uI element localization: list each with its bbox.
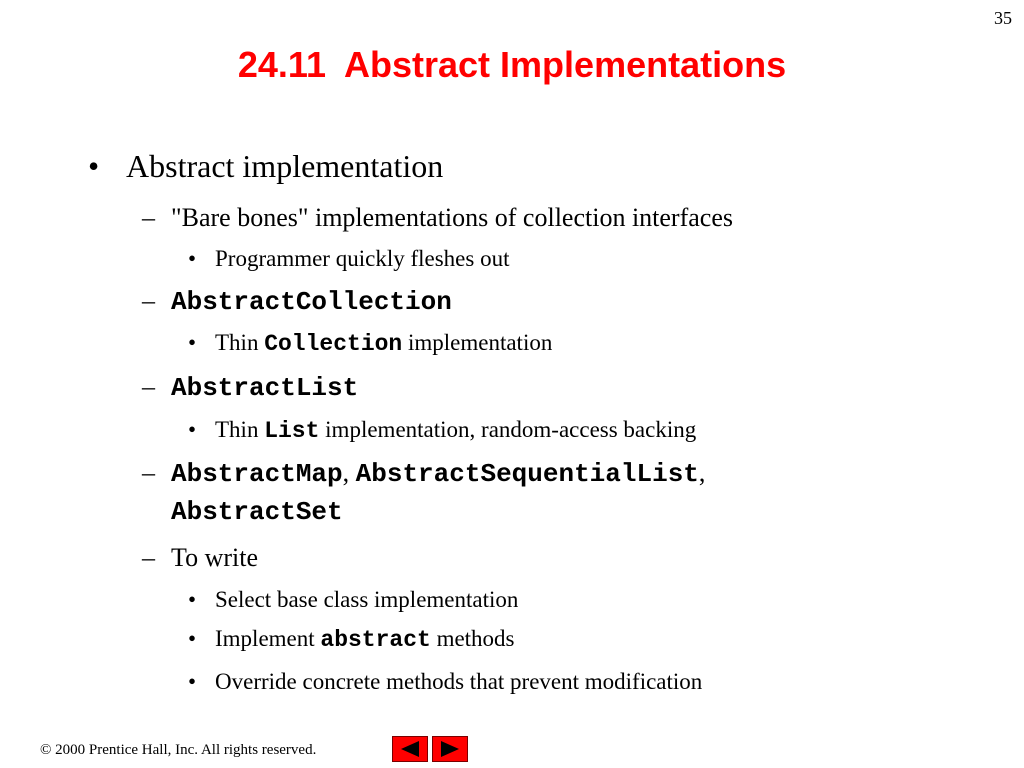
previous-slide-button[interactable] <box>392 736 428 762</box>
bullet-text-pre: Thin <box>215 330 259 355</box>
dash-marker: – <box>142 286 155 315</box>
sub-bullet-abstract-map-line1 <box>142 458 705 489</box>
bullet-text-post: implementation <box>407 330 553 355</box>
bullet-abstract-implementation <box>88 148 443 185</box>
bullet-marker: • <box>188 626 197 651</box>
bullet-marker: • <box>188 330 197 355</box>
sub-bullet-abstract-list <box>142 372 358 403</box>
bullet-text-pre: Implement <box>215 626 315 651</box>
bullet-text-post: methods <box>436 626 515 651</box>
code-abstract-sequential-list: AbstractSequentialList <box>355 459 699 489</box>
slide-number: 35 <box>994 8 1012 28</box>
bullet-text-pre: Thin <box>215 417 259 442</box>
sub-sub-bullet-programmer <box>188 246 509 272</box>
bullet-marker: • <box>88 148 100 184</box>
right-arrow-icon <box>439 740 461 758</box>
separator: , <box>342 458 350 487</box>
dash-marker: – <box>142 458 155 487</box>
slide-navigation <box>392 736 468 762</box>
sub-sub-bullet-implement-abstract <box>188 626 515 653</box>
left-arrow-icon <box>399 740 421 758</box>
code-abstract: abstract <box>320 627 431 653</box>
sub-bullet-to-write <box>142 543 258 573</box>
bullet-marker: • <box>188 669 197 694</box>
title-text: Abstract Implementations <box>344 44 787 85</box>
sub-bullet-abstract-collection <box>142 286 452 317</box>
code-list: List <box>264 418 320 444</box>
copyright-symbol: © <box>40 742 52 758</box>
bullet-marker: • <box>188 246 197 271</box>
bullet-text: Abstract implementation <box>126 148 444 184</box>
bullet-text: Select base class implementation <box>215 587 519 612</box>
bullet-marker: • <box>188 417 197 442</box>
sub-sub-bullet-thin-list <box>188 417 696 444</box>
code-collection: Collection <box>264 331 403 357</box>
bullet-text: Override concrete methods that prevent modification <box>215 669 703 694</box>
bullet-marker: • <box>188 587 197 612</box>
code-abstract-collection: AbstractCollection <box>171 287 452 317</box>
sub-sub-bullet-thin-collection <box>188 330 552 357</box>
bullet-text: "Bare bones" implementations of collection interfaces <box>171 203 733 232</box>
sub-sub-bullet-select-base <box>188 587 518 613</box>
code-abstract-list: AbstractList <box>171 373 359 403</box>
dash-marker: – <box>142 372 155 401</box>
bullet-text: To write <box>171 543 258 572</box>
dash-marker: – <box>142 203 155 232</box>
dash-marker: – <box>142 543 155 572</box>
sub-sub-bullet-override <box>188 669 702 695</box>
bullet-text-post: implementation, random-access backing <box>325 417 697 442</box>
code-abstract-map: AbstractMap <box>171 459 343 489</box>
code-abstract-set: AbstractSet <box>171 497 343 527</box>
next-slide-button[interactable] <box>432 736 468 762</box>
slide-title <box>0 44 1024 86</box>
sub-bullet-bare-bones <box>142 203 733 233</box>
copyright-text: 2000 Prentice Hall, Inc. All rights reserved. <box>55 742 317 758</box>
sub-bullet-abstract-map-line2 <box>142 496 343 527</box>
copyright-footer <box>40 742 316 759</box>
title-number: 24.11 <box>237 44 326 85</box>
bullet-text: Programmer quickly fleshes out <box>215 246 510 271</box>
separator: , <box>698 458 706 487</box>
